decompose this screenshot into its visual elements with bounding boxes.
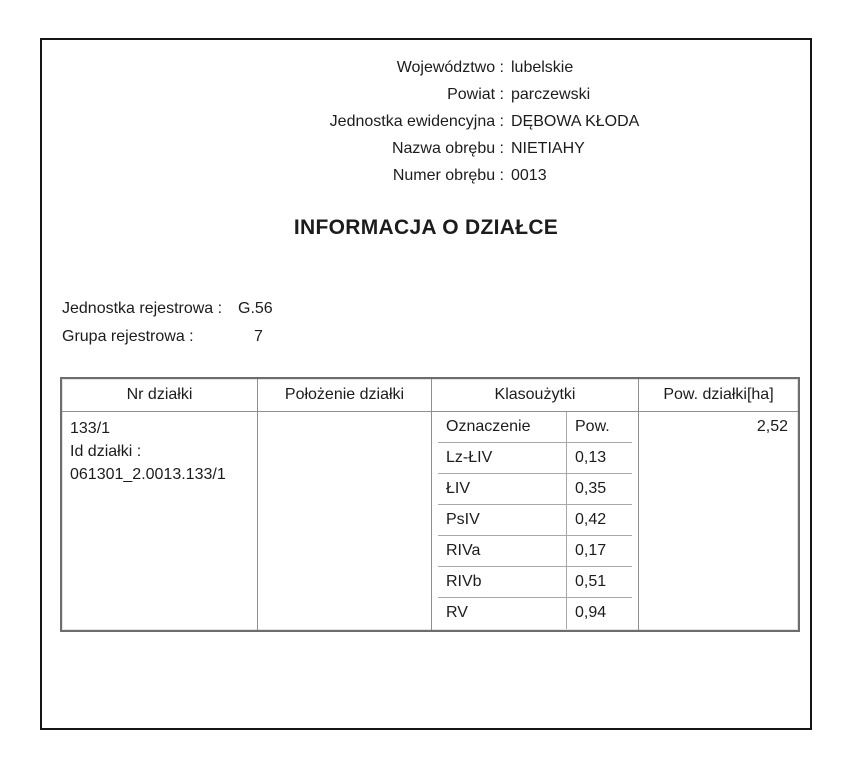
klaso-area: 0,35 bbox=[566, 474, 632, 504]
parcel-id-label: Id działki : bbox=[70, 443, 142, 460]
parcel-table bbox=[60, 377, 800, 632]
klasouzytki-row bbox=[438, 474, 632, 505]
field-value-numer-obrebu: 0013 bbox=[511, 167, 547, 184]
field-label-grupa-rejestrowa: Grupa rejestrowa : bbox=[62, 328, 194, 345]
klaso-area: 0,17 bbox=[566, 536, 632, 566]
column-header-polozenie-dzialki: Położenie działki bbox=[257, 379, 431, 412]
klasouzytki-header-row bbox=[438, 412, 632, 443]
klaso-code: RIVb bbox=[446, 573, 482, 590]
klaso-code: RV bbox=[446, 604, 468, 621]
column-header-klasouzytki: Klasoużytki bbox=[431, 379, 638, 412]
parcel-number: 133/1 bbox=[70, 420, 111, 437]
klaso-area: 0,42 bbox=[566, 505, 632, 535]
header-field-row bbox=[42, 135, 810, 162]
cell-parcel-number bbox=[62, 412, 257, 630]
field-label-numer-obrebu: Numer obrębu : bbox=[392, 167, 504, 184]
register-section bbox=[42, 295, 810, 351]
klasouzytki-row bbox=[438, 567, 632, 598]
klaso-code: ŁIV bbox=[446, 480, 471, 497]
location-header bbox=[42, 54, 810, 189]
column-header-nr-dzialki: Nr działki bbox=[62, 379, 257, 412]
register-field-row bbox=[62, 295, 810, 323]
klasouzytki-row bbox=[438, 443, 632, 474]
klaso-area: 0,13 bbox=[566, 443, 632, 473]
klasouzytki-row bbox=[438, 598, 632, 629]
field-label-nazwa-obrebu: Nazwa obrębu : bbox=[391, 140, 504, 157]
klaso-header-pow: Pow. bbox=[566, 412, 632, 442]
field-value-wojewodztwo: lubelskie bbox=[511, 59, 574, 76]
header-field-row bbox=[42, 81, 810, 108]
cell-parcel-area: 2,52 bbox=[638, 412, 798, 630]
cell-klasouzytki bbox=[431, 412, 638, 630]
klaso-code: PsIV bbox=[446, 511, 480, 528]
klaso-area: 0,94 bbox=[566, 598, 632, 629]
klaso-header-oznaczenie: Oznaczenie bbox=[446, 418, 531, 435]
document-page bbox=[40, 38, 812, 730]
field-value-nazwa-obrebu: NIETIAHY bbox=[511, 140, 585, 157]
klaso-area: 0,51 bbox=[566, 567, 632, 597]
field-value-grupa-rejestrowa: 7 bbox=[254, 328, 263, 345]
klasouzytki-row bbox=[438, 505, 632, 536]
field-value-powiat: parczewski bbox=[511, 86, 591, 103]
klaso-code: Lz-ŁIV bbox=[446, 449, 493, 466]
cell-parcel-location bbox=[257, 412, 431, 630]
document-title: INFORMACJA O DZIAŁCE bbox=[293, 216, 559, 239]
field-label-jednostka-rejestrowa: Jednostka rejestrowa : bbox=[62, 300, 223, 317]
klasouzytki-table bbox=[438, 412, 632, 629]
field-label-powiat: Powiat : bbox=[447, 86, 504, 103]
field-value-jednostka-rejestrowa: G.56 bbox=[238, 300, 273, 317]
column-header-pow-dzialki: Pow. działki[ha] bbox=[638, 379, 798, 412]
parcel-id-value: 061301_2.0013.133/1 bbox=[70, 466, 226, 483]
register-field-row bbox=[62, 323, 810, 351]
field-label-jednostka-ewidencyjna: Jednostka ewidencyjna : bbox=[329, 113, 504, 130]
header-field-row bbox=[42, 162, 810, 189]
field-value-jednostka-ewidencyjna: DĘBOWA KŁODA bbox=[511, 113, 640, 130]
field-label-wojewodztwo: Województwo : bbox=[396, 59, 504, 76]
header-field-row bbox=[42, 54, 810, 81]
klasouzytki-row bbox=[438, 536, 632, 567]
header-field-row bbox=[42, 108, 810, 135]
klaso-code: RIVa bbox=[446, 542, 481, 559]
